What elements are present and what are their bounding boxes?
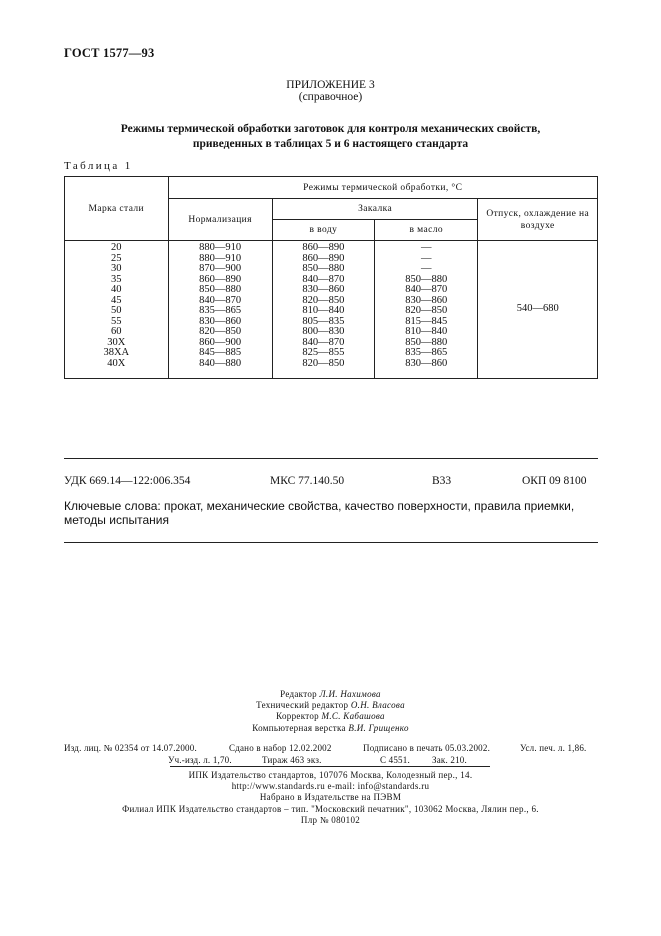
- normalization-cell: 860—900: [199, 336, 242, 348]
- oil-cell: 815—845: [405, 315, 448, 327]
- water-cell: 820—850: [302, 357, 345, 369]
- table-label: Таблица 1: [64, 160, 133, 172]
- imprint-signed: Подписано в печать 05.03.2002.: [363, 743, 491, 753]
- oil-cell: 830—860: [405, 357, 448, 369]
- publisher-line-4: Филиал ИПК Издательство стандартов – тип. "Московский печатник", 103062 Москва, Лялин пер., 6.: [122, 803, 539, 814]
- grade-cell: 45: [111, 294, 122, 306]
- oil-column: [375, 241, 478, 379]
- grade-cell: 40: [111, 284, 122, 295]
- appendix-title: ПРИЛОЖЕНИЕ 3: [286, 79, 375, 91]
- imprint-order: Зак. 210.: [432, 755, 467, 765]
- imprint-run: Тираж 463 экз.: [262, 755, 322, 765]
- keywords: Ключевые слова: прокат, механические свойства, качество поверхности, правила приемки, методы испытания: [64, 499, 575, 527]
- publisher-line-3: Набрано в Издательстве на ПЭВМ: [259, 792, 402, 803]
- water-column: [272, 241, 374, 379]
- heat-treatment-table: [64, 176, 598, 379]
- appendix-block: [0, 79, 661, 103]
- water-cell: 840—870: [302, 336, 345, 348]
- credit-tech-editor: Технический редактор О.Н. Власова: [256, 700, 405, 711]
- normalization-cell: 840—870: [199, 294, 242, 306]
- oil-cell: 850—880: [405, 273, 448, 285]
- normalization-cell: 860—890: [199, 273, 242, 285]
- grade-cell: 35: [111, 273, 122, 285]
- header-quench: Закалка: [272, 199, 478, 220]
- credit-layout: Компьютерная верстка В.И. Грищенко: [252, 722, 409, 733]
- water-cell: 830—860: [302, 284, 345, 295]
- imprint-c: С 4551.: [380, 755, 410, 765]
- header-normalization: Нормализация: [168, 199, 272, 241]
- imprint-sheets: Усл. печ. л. 1,86.: [520, 743, 587, 753]
- doc-id: ГОСТ 1577—93: [64, 46, 155, 60]
- normalization-cell: 820—850: [199, 326, 242, 337]
- header-regimes: Режимы термической обработки, °С: [168, 177, 597, 199]
- credit-editor: Редактор Л.И. Нахимова: [280, 689, 381, 699]
- class-code: В33: [432, 475, 452, 487]
- grade-column: [65, 241, 169, 379]
- imprint-sent: Сдано в набор 12.02.2002: [229, 743, 332, 753]
- oil-cell: —: [420, 242, 432, 253]
- oil-cell: 850—880: [405, 336, 448, 348]
- oil-cell: 810—840: [405, 326, 448, 337]
- normalization-column: [168, 241, 272, 379]
- divider-bottom: [64, 542, 598, 543]
- header-water: в воду: [272, 220, 374, 241]
- grade-cell: 25: [111, 252, 122, 264]
- water-cell: 805—835: [302, 315, 345, 327]
- normalization-cell: 830—860: [199, 315, 242, 327]
- mks-code: МКС 77.140.50: [270, 475, 345, 487]
- credit-proofreader: Корректор М.С. Кабашова: [276, 711, 385, 722]
- water-cell: 825—855: [302, 347, 345, 358]
- header-grade: Марка стали: [65, 177, 169, 241]
- udc-code: УДК 669.14—122:006.354: [64, 475, 191, 487]
- heading-line-2: приведенных в таблицах 5 и 6 настоящего стандарта: [192, 138, 469, 150]
- appendix-subtitle: (справочное): [298, 91, 363, 103]
- heading-line-1: Режимы термической обработки заготовок для контроля механических свойств,: [120, 123, 541, 135]
- normalization-cell: 880—910: [199, 242, 242, 253]
- oil-cell: 835—865: [405, 347, 448, 358]
- grade-cell: 38ХА: [103, 347, 130, 358]
- normalization-cell: 880—910: [199, 252, 242, 264]
- water-cell: 820—850: [302, 294, 345, 306]
- divider-top: [64, 458, 598, 459]
- section-heading: [60, 122, 601, 152]
- grade-cell: 55: [111, 315, 122, 327]
- grade-cell: 40Х: [107, 357, 126, 369]
- water-cell: 810—840: [302, 305, 345, 316]
- header-temper: Отпуск, охлаждение на воздухе: [478, 199, 598, 241]
- imprint-pub-sheets: Уч.-изд. л. 1,70.: [168, 755, 232, 765]
- oil-cell: —: [420, 252, 432, 264]
- normalization-cell: 835—865: [199, 305, 242, 316]
- grade-cell: 50: [111, 305, 122, 316]
- oil-cell: 830—860: [405, 294, 448, 306]
- grade-cell: 60: [111, 326, 122, 337]
- water-cell: 840—870: [302, 273, 345, 285]
- credits-block: [0, 689, 661, 734]
- okp-code: ОКП 09 8100: [522, 475, 587, 487]
- normalization-cell: 840—880: [199, 357, 242, 369]
- header-oil: в масло: [375, 220, 478, 241]
- grade-cell: 30Х: [107, 336, 126, 348]
- oil-cell: 820—850: [405, 305, 448, 316]
- publisher-line-1: ИПК Издательство стандартов, 107076 Москва, Колодезный пер., 14.: [188, 770, 473, 780]
- normalization-cell: 870—900: [199, 263, 242, 274]
- water-cell: 860—890: [302, 242, 345, 253]
- publisher-line-2: http://www.standards.ru e-mail: info@standards.ru: [231, 781, 430, 792]
- oil-cell: —: [420, 263, 432, 274]
- normalization-cell: 845—885: [199, 347, 242, 358]
- water-cell: 860—890: [302, 252, 345, 264]
- publisher-line-5: Плр № 080102: [300, 814, 361, 825]
- oil-cell: 840—870: [405, 284, 448, 295]
- temper-cell: 540—680: [478, 241, 598, 379]
- imprint-license: Изд. лиц. № 02354 от 14.07.2000.: [64, 743, 197, 753]
- water-cell: 850—880: [302, 263, 345, 274]
- normalization-cell: 850—880: [199, 284, 242, 295]
- publisher-block: [0, 770, 661, 826]
- grade-cell: 20: [111, 242, 122, 253]
- water-cell: 800—830: [302, 326, 345, 337]
- divider-imprint: [170, 766, 490, 767]
- grade-cell: 30: [111, 263, 122, 274]
